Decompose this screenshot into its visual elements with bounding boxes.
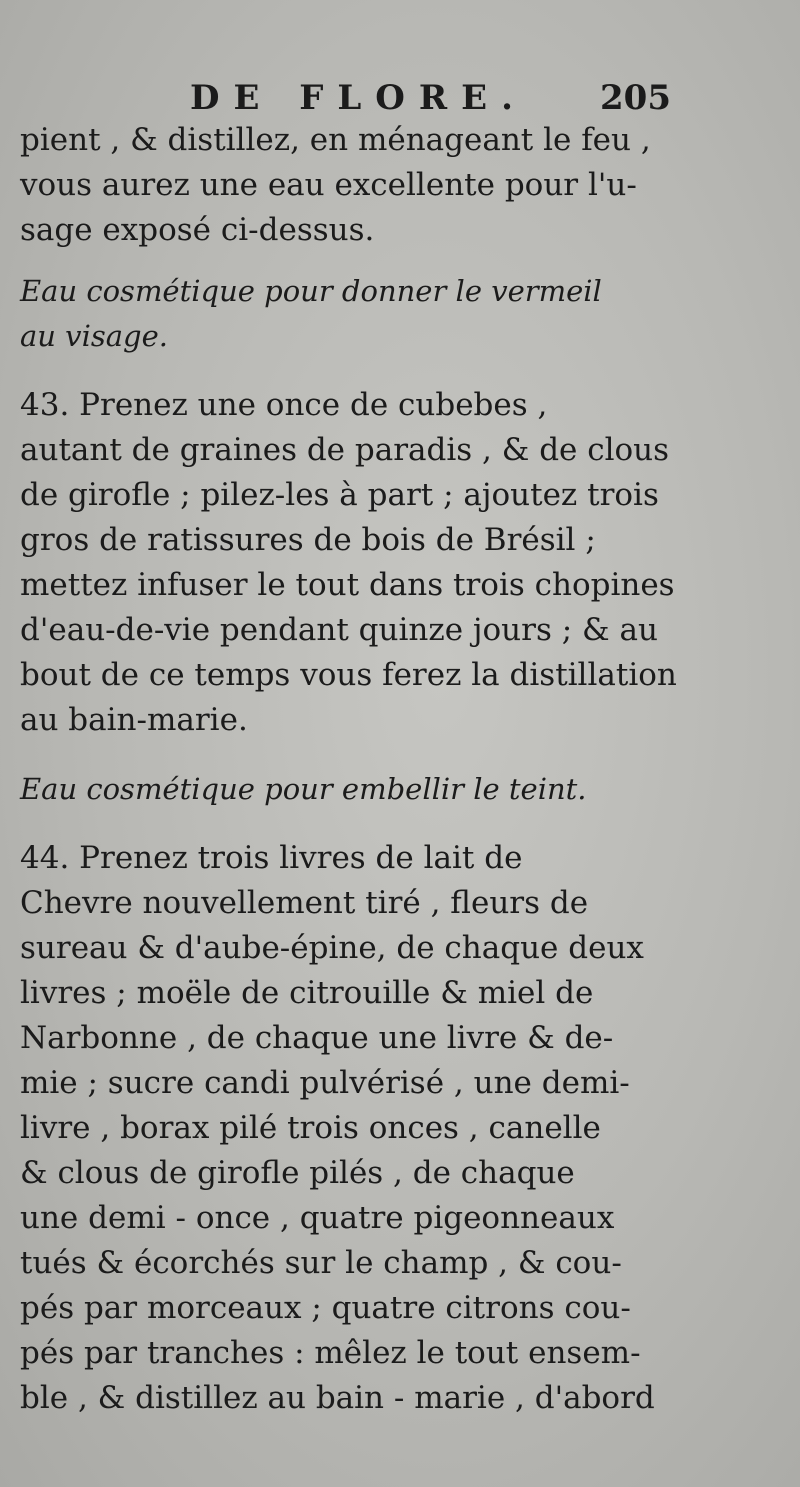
heading-line: au visage. <box>20 319 168 353</box>
text-line: mie ; sucre candi pulvérisé , une demi- <box>20 1065 630 1101</box>
text-line: 43. Prenez une once de cubebes , <box>20 387 548 423</box>
running-head: DE FLORE. <box>190 78 527 118</box>
text-line: pient , & distillez, en ménageant le feu , <box>20 122 651 158</box>
text-line: Chevre nouvellement tiré , fleurs de <box>20 885 589 921</box>
text-line: une demi - once , quatre pigeonneaux <box>20 1200 615 1236</box>
text-line: & clous de girofle pilés , de chaque <box>20 1155 575 1191</box>
intro-paragraph <box>20 118 660 253</box>
text-line: Narbonne , de chaque une livre & de- <box>20 1020 614 1056</box>
heading-line: Eau cosmétique pour embellir le teint. <box>20 772 587 806</box>
text-line: pés par morceaux ; quatre citrons cou- <box>20 1290 631 1326</box>
page-number: 205 <box>600 78 671 118</box>
text-line: au bain-marie. <box>20 702 248 738</box>
text-line: sage exposé ci-dessus. <box>20 212 375 248</box>
section-heading <box>20 767 660 812</box>
text-line: pés par tranches : mêlez le tout ensem- <box>20 1335 641 1371</box>
text-line: bout de ce temps vous ferez la distillation <box>20 657 677 693</box>
text-line: 44. Prenez trois livres de lait de <box>20 840 523 876</box>
text-line: livre , borax pilé trois onces , canelle <box>20 1110 601 1146</box>
text-line: autant de graines de paradis , & de clous <box>20 432 670 468</box>
text-line: tués & écorchés sur le champ , & cou- <box>20 1245 622 1281</box>
text-line: d'eau-de-vie pendant quinze jours ; & au <box>20 612 658 648</box>
text-line: livres ; moële de citrouille & miel de <box>20 975 594 1011</box>
section-heading <box>20 269 660 359</box>
text-line: de girofle ; pilez-les à part ; ajoutez trois <box>20 477 659 513</box>
heading-line: Eau cosmétique pour donner le vermeil <box>20 274 602 308</box>
text-line: sureau & d'aube-épine, de chaque deux <box>20 930 644 966</box>
text-line: mettez infuser le tout dans trois chopines <box>20 567 675 603</box>
page-text <box>20 118 677 1421</box>
text-line: vous aurez une eau excellente pour l'u- <box>20 167 637 203</box>
text-line: ble , & distillez au bain - marie , d'abord <box>20 1380 655 1416</box>
text-line: gros de ratissures de bois de Brésil ; <box>20 522 596 558</box>
paragraph-44 <box>20 836 660 1421</box>
paragraph-43 <box>20 383 677 743</box>
